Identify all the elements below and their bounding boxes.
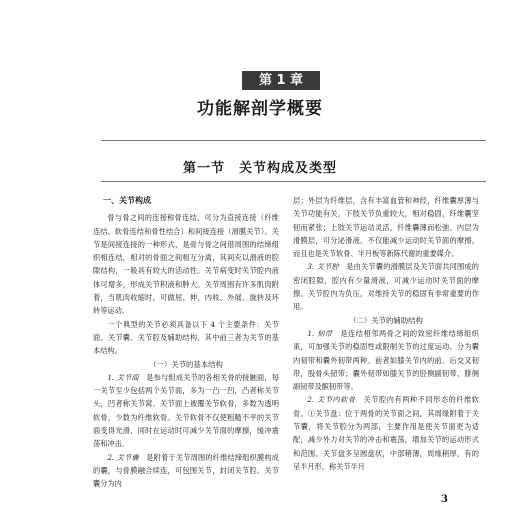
subheading-auxiliary-structure: （二）关节的辅助结构 bbox=[349, 315, 423, 325]
chapter-banner: 第 1 章 bbox=[242, 71, 320, 90]
term-text: 关节腔内有两种不同形态的纤维软骨。①关节盘：位于两骨的关节面之间，其周缘附着于关节囊，将关节腔分为两部，主要作用是使关节面更为适配，减少外力对关节的冲击和震荡，增加关节的运动形式和范围。关节盘多呈圆盘状，中部稍薄，周缘稍厚，有的呈半月形，称关节半月 bbox=[293, 395, 479, 471]
term-text: 是连结相邻两骨之间的致密纤维结缔组织束，可加强关节的稳固性或限制关节的过度运动。分为囊内韧带和囊外韧带两种。前者如膝关节内的前、后交叉韧带，股骨头韧带；囊外韧带如膝关节的胫侧副韧带、腓侧副韧带及髌韧带等。 bbox=[293, 328, 479, 392]
section-title: 第一节 关节构成及类型 bbox=[182, 161, 337, 176]
paragraph bbox=[293, 327, 479, 393]
term-text: 是参与组成关节的各相关骨的接触面，每一关节至少包括两个关节面，多为一凸一凹，凸者称关节头，凹者称关节窝。关节面上被覆关节软骨，多数为透明软骨，少数为纤维软骨。关节软骨不仅使粗糙不平的关节面变得光滑，同时在运动时可减少关节面的摩擦，缓冲震荡和冲击。 bbox=[93, 372, 279, 449]
paragraph bbox=[293, 393, 479, 473]
term-text: 是附着于关节周围的纤维结缔组织膜构成的囊，与骨膜融合续连，可包围关节，封闭关节腔。关节囊分为内 bbox=[93, 452, 279, 489]
bottom-rule bbox=[101, 181, 486, 182]
paragraph bbox=[93, 371, 279, 451]
heading-joint-structure: 一、关节构成 bbox=[103, 196, 151, 205]
term-label: 1. 韧带 bbox=[307, 328, 333, 338]
paragraph: 骨与骨之间的连接称骨连结，可分为直接连接（纤维连结、软骨连结和骨性结合）和间接连接（滑膜关节）。关节是间接连接的一种形式，是骨与骨之间借周围的结缔组织相连结，相对的骨面之间相互分离，其间充以滑液的腔隙结构，一般具有较大的活动性。关节病变时关节腔内液体可增多，形成关节积液和肿大。关节周围有许多肌肉附着，当肌肉收缩时，可做屈、伸、内收、外展、旋转及环转等运动。 bbox=[93, 213, 279, 316]
term-label: 1. 关节面 bbox=[107, 372, 139, 382]
chapter-title: 功能解剖学概要 bbox=[197, 99, 323, 119]
paragraph: 层；外层为纤维层，含有丰富血管和神经，纤维囊厚薄与关节功能有关，下肢关节负重较大，相对稳固，纤维囊坚韧而紧张；上肢关节运动灵活，纤维囊薄而松弛。内层为滑膜层，可分泌滑液，不仅能减少运动时关节面的摩擦，而且也是关节软骨、半月板等新陈代谢的重要媒介。 bbox=[293, 196, 479, 259]
term-text: 是由关节囊的滑膜层及关节面共同围成的密闭腔隙，腔内有少量滑液，可减少运动时关节面的摩擦。关节腔内为负压，对维持关节的稳固有非常重要的作用。 bbox=[293, 262, 479, 312]
term-label: 2. 关节内软骨 bbox=[307, 395, 356, 405]
paragraph bbox=[93, 451, 279, 491]
paragraph bbox=[293, 260, 479, 313]
top-rule bbox=[101, 140, 486, 141]
term-label: 3. 关节腔 bbox=[307, 262, 339, 272]
page-number: 3 bbox=[441, 494, 448, 505]
term-label: 2. 关节囊 bbox=[107, 452, 139, 462]
subheading-basic-structure: （一）关节的基本结构 bbox=[149, 359, 223, 369]
right-column bbox=[293, 194, 479, 473]
left-column bbox=[93, 194, 279, 491]
paragraph: 一个典型的关节必须具备以下 4 个主要条件：关节面、关节囊、关节腔及辅助结构，其中前三者为关节的基本结构。 bbox=[93, 319, 279, 356]
